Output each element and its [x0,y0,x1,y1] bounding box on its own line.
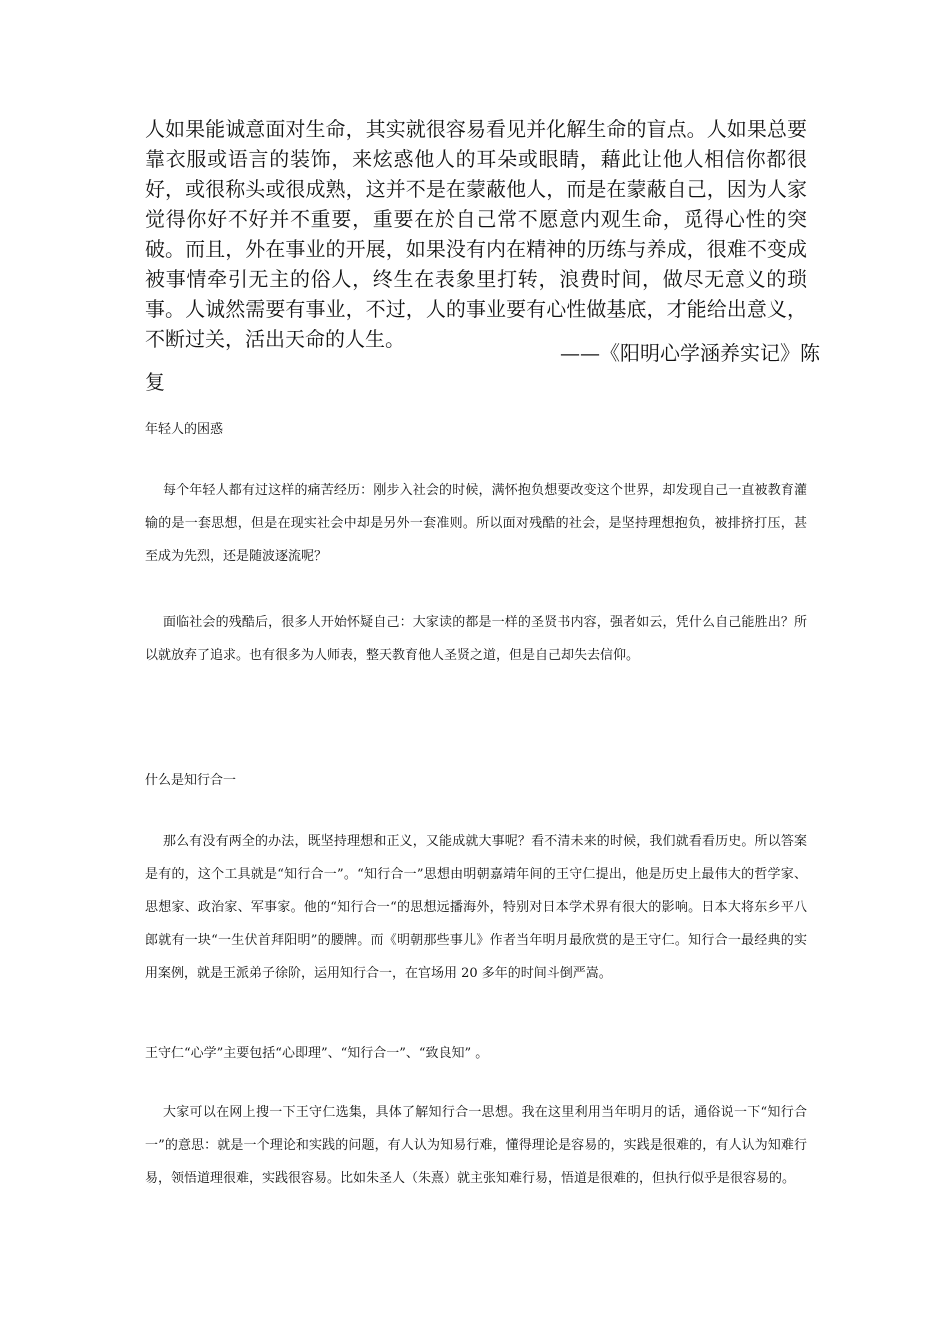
quote-paragraph: 人如果能诚意面对生命，其实就很容易看见并化解生命的盲点。人如果总要靠衣服或语言的装饰，来炫惑他人的耳朵或眼睛，藉此让他人相信你都很好，或很称头或很成熟，这并不是在蒙蔽他人，而是在蒙蔽自己，因为人家觉得你好不好并不重要，重要在於自己常不愿意内观生命，觅得心性的突破。而且，外在事业的开展，如果没有内在精神的历练与养成，很难不变成被事情牵引无主的俗人，终生在表象里打转，浪费时间，做尽无意义的琐事。人诚然需要有事业，不过，人的事业要有心性做基底，才能给出意义，不断过关，活出天命的人生。 [145,117,807,351]
paragraph-confusion-1: 每个年轻人都有过这样的痛苦经历：刚步入社会的时候，满怀抱负想要改变这个世界，却发现自己一直被教育灌输的是一套思想，但是在现实社会中却是另外一套准则。所以面对残酷的社会，是坚持理想抱负，被排挤打压，甚至成为先烈，还是随波逐流呢？ [145,483,807,564]
section-heading-zhixingheyi: 什么是知行合一 [145,773,237,788]
section-heading-confusion: 年轻人的困惑 [145,422,224,437]
paragraph-zhixingheyi-2: 王守仁“心学”主要包括“心即理”、“知行合一”、“致良知” 。 [145,1046,489,1061]
paragraph-confusion-2: 面临社会的残酷后，很多人开始怀疑自己：大家读的都是一样的圣贤书内容，强者如云，凭什么自己能胜出？所以就放弃了追求。也有很多为人师表，整天教育他人圣贤之道，但是自己却失去信仰。 [145,615,807,663]
quote-attribution-continued: 复 [145,370,165,394]
paragraph-zhixingheyi-1: 那么有没有两全的办法，既坚持理想和正义，又能成就大事呢？看不清未来的时候，我们就看看历史。所以答案是有的，这个工具就是“知行合一”。“知行合一”思想由明朝嘉靖年间的王守仁提出，他是历史上最伟大的哲学家、思想家、政治家、军事家。他的“知行合一“的思想远播海外，特别对日本学术界有很大的影响。日本大将东乡平八郎就有一块“一生伏首拜阳明”的腰牌。而《明朝那些事儿》作者当年明月最欣赏的是王守仁。知行合一最经典的实用案例，就是王派弟子徐阶，运用知行合一，在官场用 20 多年的时间斗倒严嵩。 [145,834,807,981]
paragraph-zhixingheyi-3: 大家可以在网上搜一下王守仁选集，具体了解知行合一思想。我在这里利用当年明月的话，通俗说一下“知行合一”的意思：就是一个理论和实践的问题，有人认为知易行难，懂得理论是容易的，实践是很难的，有人认为知难行易，领悟道理很难，实践很容易。比如朱圣人（朱熹）就主张知难行易，悟道是很难的，但执行似乎是很容易的。 [145,1105,807,1186]
quote-attribution: ——《阳明心学涵养实记》陈 [560,341,820,365]
